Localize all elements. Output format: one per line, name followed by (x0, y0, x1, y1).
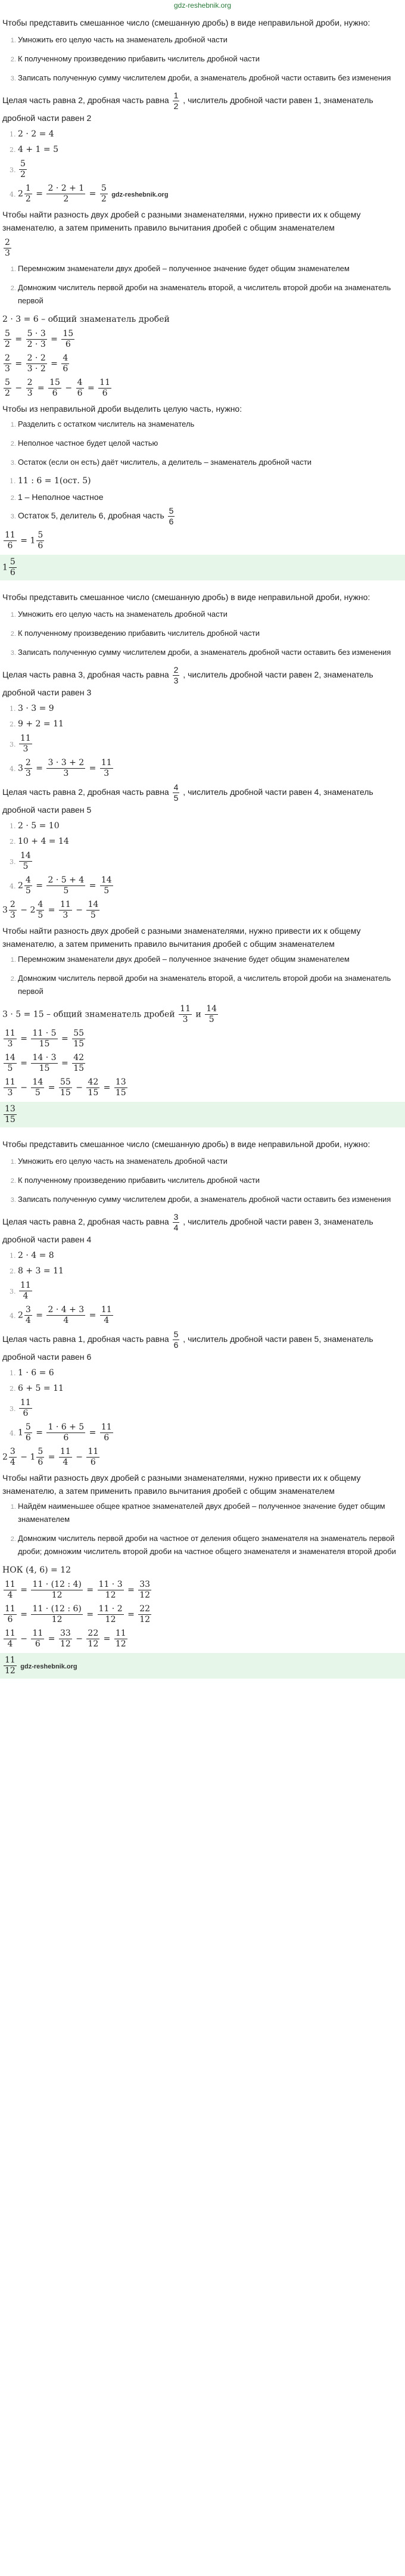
calc-step: 4. 1 $\frac{5}{6}$ = $\frac{1 \cdot 6 + 5}{6}$ = $\frac{11}{6}$ (18, 1422, 403, 1443)
step-item: 2. Домножим числитель первой дроби на знаменатель второй, а числитель второй дроби на знаменатель первой (18, 972, 403, 998)
step-item: 2. К полученному произведению прибавить числитель дробной части (18, 627, 403, 640)
step-item: 3. Остаток (если он есть) даёт числитель, а делитель – знаменатель дробной части (18, 456, 403, 469)
calc-step: 3. $\frac{11}{3}$ (18, 734, 403, 754)
calc-list (2, 1367, 403, 1443)
equation: $\frac{11}{4}$ − $\frac{11}{6}$ = $\frac{33}{12}$ − $\frac{22}{12}$ = $\frac{11}{12}$ (5, 1629, 126, 1649)
whole-steps-list (2, 418, 403, 469)
calc-step: 4. 3 $\frac{2}{3}$ = $\frac{3 \cdot 3 + 2}{3}$ = $\frac{11}{3}$ (18, 758, 403, 779)
equation: $\frac{11}{3}$ − $\frac{14}{5}$ = $\frac{55}{15}$ − $\frac{42}{15}$ = $\frac{13}{15}$ (5, 1077, 126, 1098)
intro-diff: Чтобы найти разность двух дробей с разными знаменателями, нужно привести их к общему знаменателю, а затем применить правило вычитания дробей с общим знаменателем (2, 926, 361, 949)
common-steps-list (2, 953, 403, 998)
step-item: 2. Домножим числитель первой дроби на частное от деления общего знаменателя на знаменатель первой дроби; домножим числитель второй дроби на частное общего знаменателя и знаменателя второй дроби (18, 1532, 403, 1558)
calc-step: 2. 6 + 5 = 11 (18, 1382, 403, 1394)
step-item: 1. Умножить его целую часть на знаменатель дробной части (18, 33, 403, 46)
common-denominator: 3 · 5 = 15 – общий знаменатель дробей $\frac{11}{3}$ и $\frac{14}{5}$ (2, 1004, 217, 1024)
watermark: gdz-reshebnik.org (111, 191, 169, 198)
part-1 (2, 14, 403, 580)
calc-list (2, 820, 403, 896)
intro-diff: Чтобы найти разность двух дробей с разными знаменателями, нужно привести их к общему знаменателю, а затем применить правило вычитания дробей с общим знаменателем (2, 1473, 361, 1496)
whole-part-sentence: Целая часть равна 3, дробная часть равна $\frac{2}{3}$ , числитель дробной части равен 2, знаменатель дробной части равен 3 (2, 665, 373, 697)
step-item: 1. Перемножим знаменатели двух дробей – полученное значение будет общим знаменателем (18, 953, 403, 966)
answer-box: $\frac{11}{12}$ gdz-reshebnik.org (0, 1653, 405, 1679)
part-2 (2, 589, 403, 1127)
calc-step: 4. 2 $\frac{3}{4}$ = $\frac{2 \cdot 4 + 3}{4}$ = $\frac{11}{4}$ (18, 1305, 403, 1326)
calc-list (2, 128, 403, 204)
step-item: 1. Умножить его целую часть на знаменатель дробной части (18, 1155, 403, 1168)
calc-step: 3. $\frac{11}{4}$ (18, 1281, 403, 1301)
calc-step: 1. 1 · 6 = 6 (18, 1367, 403, 1379)
difference-equation: 2 $\frac{3}{4}$ − 1 $\frac{5}{6}$ = $\frac{11}{4}$ − $\frac{11}{6}$ (2, 1447, 99, 1467)
remainder-step: 3. Остаток 5, делитель 6, дробная часть $\frac{5}{6}$ (18, 506, 403, 527)
intro-mixed: Чтобы представить смешанное число (смешанную дробь) в виде неправильной дроби, нужно: (2, 18, 370, 27)
intro-mixed: Чтобы представить смешанное число (смешанную дробь) в виде неправильной дроби, нужно: (2, 592, 370, 602)
division-list (2, 475, 403, 527)
step-item: 3. Записать полученную сумму числителем дроби, а знаменатель дробной части оставить без изменения (18, 646, 403, 659)
steps-mixed-list (2, 33, 403, 85)
equation: $\frac{5}{2}$ = $\frac{5 \cdot 3}{2 \cdot 3}$ = $\frac{15}{6}$ (5, 329, 74, 349)
whole-part-sentence: Целая часть равна 2, дробная часть равна $\frac{4}{5}$ , числитель дробной части равен 4, знаменатель дробной части равен 5 (2, 782, 373, 815)
equation: $\frac{2}{3}$ = $\frac{2 \cdot 2}{3 \cdot 2}$ = $\frac{4}{6}$ (5, 353, 68, 374)
intro-whole: Чтобы из неправильной дроби выделить целую часть, нужно: (2, 404, 242, 414)
calc-list (2, 1250, 403, 1326)
lcm-line: НОК (4, 6) = 12 (2, 1565, 71, 1575)
calc-step: 3. $\frac{11}{6}$ (18, 1398, 403, 1419)
step-item: 2. К полученному произведению прибавить числитель дробной части (18, 1174, 403, 1187)
common-denominator: 2 · 3 = 6 – общий знаменатель дробей (2, 315, 170, 324)
equation: $\frac{11}{3}$ = $\frac{11 \cdot 5}{15}$ = $\frac{55}{15}$ (5, 1028, 85, 1049)
calc-step: 1. 2 · 2 = 4 (18, 128, 403, 140)
calc-list (2, 703, 403, 779)
steps-mixed-list (2, 608, 403, 659)
step-item: 2. К полученному произведению прибавить числитель дробной части (18, 52, 403, 66)
calc-step: 4. 2 $\frac{1}{2}$ = $\frac{2 \cdot 2 + 1}{2}$ = $\frac{5}{2}$ gdz-reshebnik.org (18, 184, 403, 204)
intro-diff: Чтобы найти разность двух дробей с разными знаменателями, нужно привести их к общему знаменателю, а затем применить правило вычитания дробей с общим знаменателем (2, 210, 361, 232)
calc-step: 2. 8 + 3 = 11 (18, 1265, 403, 1277)
lcm-steps-list (2, 1500, 403, 1558)
calc-step: 3. $\frac{14}{5}$ (18, 851, 403, 872)
difference-equation: 3 $\frac{2}{3}$ − 2 $\frac{4}{5}$ = $\frac{11}{3}$ − $\frac{14}{5}$ (2, 900, 99, 920)
calc-step: 2. 9 + 2 = 11 (18, 718, 403, 730)
calc-step: 2. 10 + 4 = 14 (18, 835, 403, 847)
result-equation: $\frac{11}{6}$ = 1 $\frac{5}{6}$ (5, 530, 43, 551)
equation: $\frac{11}{6}$ = $\frac{11 \cdot (12 : 6)}{12}$ = $\frac{11 \cdot 2}{12}$ = $\frac{22}{12}$ (5, 1604, 151, 1624)
calc-step: 3. $\frac{5}{2}$ (18, 159, 403, 180)
step-item: 1. Разделить с остатком числитель на знаменатель (18, 418, 403, 431)
step-item: 1. Перемножим знаменатели двух дробей – полученное значение будет общим знаменателем (18, 262, 403, 275)
equation: $\frac{5}{2}$ − $\frac{2}{3}$ = $\frac{15}{6}$ − $\frac{4}{6}$ = $\frac{11}{6}$ (5, 378, 110, 398)
step-item: 3. Записать полученную сумму числителем дроби, а знаменатель дробной части оставить без изменения (18, 1193, 403, 1206)
intro-mixed: Чтобы представить смешанное число (смешанную дробь) в виде неправильной дроби, нужно: (2, 1139, 370, 1149)
step-item: 2. Домножим числитель первой дроби на знаменатель второй, а числитель второй дроби на знаменатель первой (18, 281, 403, 307)
equation: $\frac{14}{5}$ = $\frac{14 \cdot 3}{15}$ = $\frac{42}{15}$ (5, 1053, 85, 1073)
second-fraction: $\frac{2}{3}$ (5, 238, 10, 258)
quotient-step: 2. 1 – Неполное частное (18, 490, 403, 504)
whole-part-sentence: Целая часть равна 2, дробная часть равна $\frac{3}{4}$ , числитель дробной части равен 3, знаменатель дробной части равен 4 (2, 1212, 373, 1244)
part-3 (2, 1136, 403, 1679)
steps-mixed-list (2, 1155, 403, 1206)
common-steps-list (2, 262, 403, 307)
watermark: gdz-reshebnik.org (20, 1663, 77, 1670)
step-item: 1. Найдём наименьшее общее кратное знаменателей двух дробей – полученное значение будет общим знаменателем (18, 1500, 403, 1526)
site-brand[interactable]: gdz-reshebnik.org (173, 1, 232, 10)
fraction: $\frac{1}{2}$ (173, 91, 179, 111)
whole-part-sentence: Целая часть равна 1, дробная часть равна $\frac{5}{6}$ , числитель дробной части равен 5, знаменатель дробной части равен 6 (2, 1329, 373, 1362)
answer-box: 1 $\frac{5}{6}$ (0, 555, 405, 580)
step-item: 1. Умножить его целую часть на знаменатель дробной части (18, 608, 403, 621)
answer-box: $\frac{13}{15}$ (0, 1102, 405, 1127)
equation: $\frac{11}{4}$ = $\frac{11 \cdot (12 : 4)}{12}$ = $\frac{11 \cdot 3}{12}$ = $\frac{33}{12}$ (5, 1580, 151, 1600)
calc-step: 1. 2 · 4 = 8 (18, 1250, 403, 1261)
step-item: 3. Записать полученную сумму числителем дроби, а знаменатель дробной части оставить без изменения (18, 72, 403, 85)
calc-step: 2. 4 + 1 = 5 (18, 144, 403, 156)
step-item: 2. Неполное частное будет целой частью (18, 437, 403, 450)
calc-step: 4. 2 $\frac{4}{5}$ = $\frac{2 \cdot 5 + 4}{5}$ = $\frac{14}{5}$ (18, 875, 403, 896)
calc-step: 1. 2 · 5 = 10 (18, 820, 403, 832)
division-step: 1. 11 : 6 = 1(ост. 5) (18, 475, 403, 487)
calc-step: 1. 3 · 3 = 9 (18, 703, 403, 714)
whole-part-sentence: Целая часть равна 2, дробная часть равна $\frac{1}{2}$ , числитель дробной части равен 1, знаменатель дробной части равен 2 (2, 91, 373, 123)
